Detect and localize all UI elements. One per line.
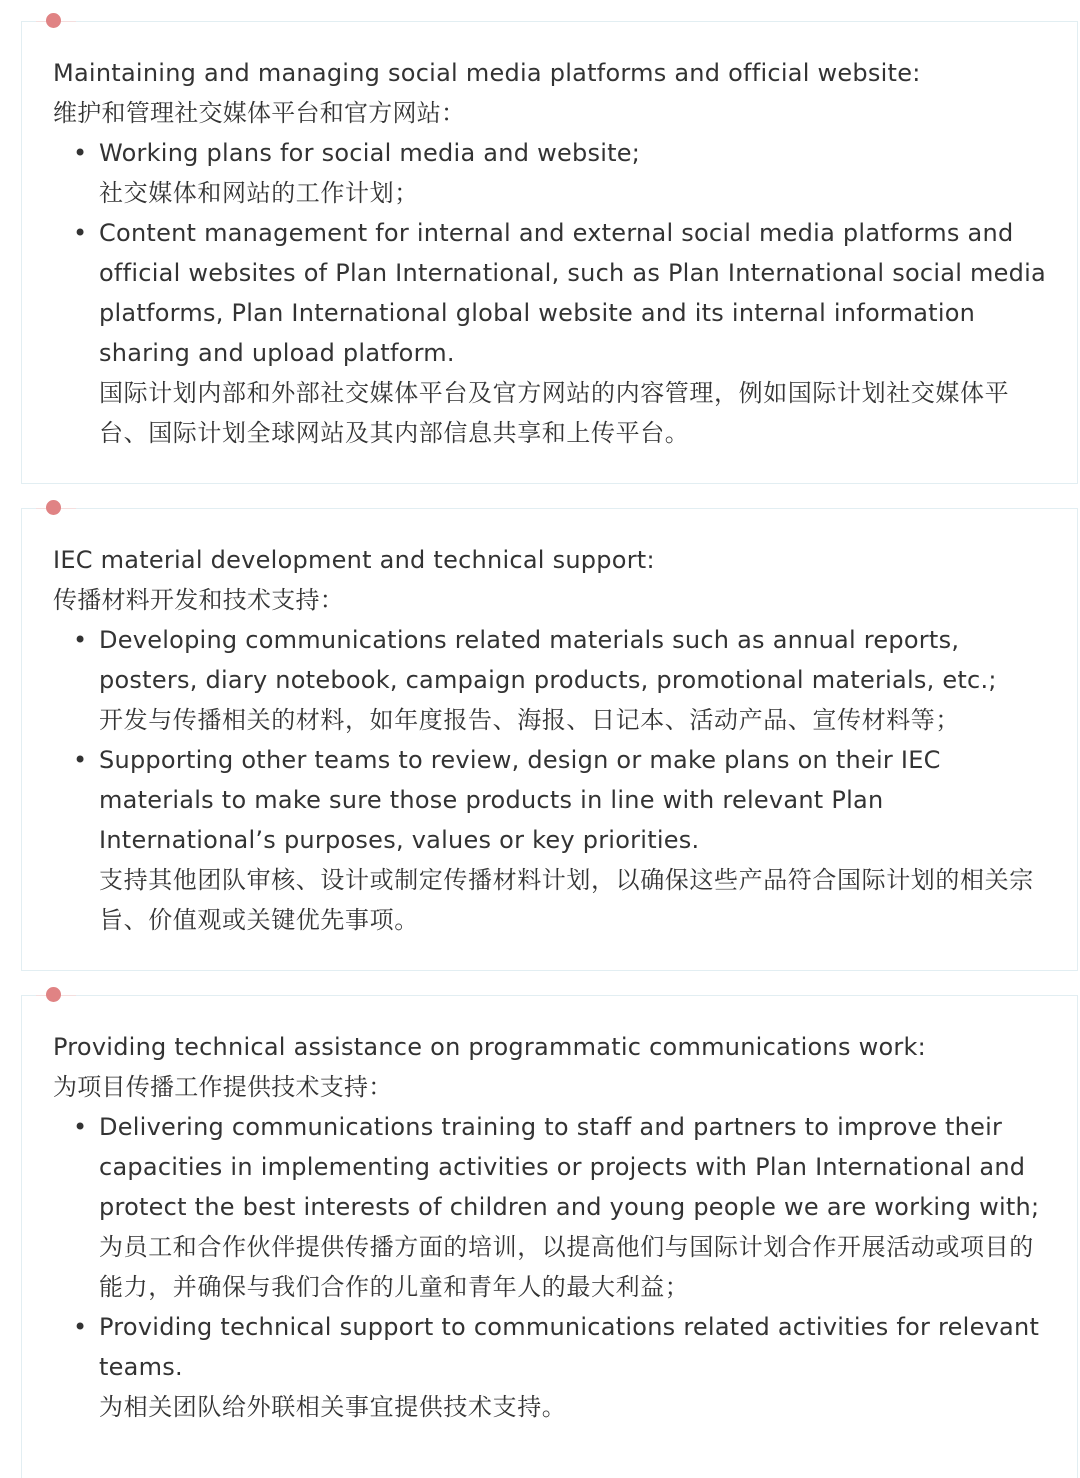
item-text-cn: 国际计划内部和外部社交媒体平台及官方网站的内容管理，例如国际计划社交媒体平台、国际计划全球网站及其内部信息共享和上传平台。 — [99, 379, 1010, 447]
section-card-technical-assistance — [21, 995, 1078, 1478]
item-text-en: Content management for internal and external social media platforms and official websites of Plan International, such as Plan International social media platforms, Plan International global website and its internal information sharing and upload platform. — [99, 219, 1046, 367]
list-item — [53, 1307, 1057, 1427]
bullet-dot-icon: • — [73, 219, 88, 247]
bullet-dot-icon: • — [73, 626, 88, 654]
bullet-dot-icon: • — [73, 1113, 88, 1141]
section-heading: Maintaining and managing social media platforms and official website: — [53, 59, 921, 87]
section-marker-dot — [46, 13, 61, 28]
section-heading: Providing technical assistance on programmatic communications work: — [53, 1033, 926, 1061]
section-content — [53, 540, 1057, 940]
section-heading-cn: 传播材料开发和技术支持： — [53, 586, 344, 614]
item-text-en: Providing technical support to communications related activities for relevant teams. — [99, 1313, 1040, 1381]
section-content — [53, 1027, 1057, 1427]
item-text-cn: 社交媒体和网站的工作计划； — [99, 179, 419, 207]
bullet-dot-icon: • — [73, 1313, 88, 1341]
item-text-cn: 开发与传播相关的材料，如年度报告、海报、日记本、活动产品、宣传材料等； — [99, 706, 960, 734]
item-text-en: Supporting other teams to review, design or make plans on their IEC materials to make sure those products in line with relevant Plan International’s purposes, values or key priorities. — [99, 746, 941, 854]
section-heading-cn: 为项目传播工作提供技术支持： — [53, 1073, 393, 1101]
item-text-cn: 为员工和合作伙伴提供传播方面的培训，以提高他们与国际计划合作开展活动或项目的能力，并确保与我们合作的儿童和青年人的最大利益； — [99, 1233, 1034, 1301]
section-heading-cn: 维护和管理社交媒体平台和官方网站： — [53, 99, 466, 127]
list-item — [53, 620, 1057, 740]
bullet-dot-icon: • — [73, 139, 88, 167]
bullet-list — [53, 1107, 1057, 1427]
section-marker-dot — [46, 500, 61, 515]
list-item — [53, 133, 1057, 213]
item-text-cn: 为相关团队给外联相关事宜提供技术支持。 — [99, 1393, 567, 1421]
item-text-en: Working plans for social media and website; — [99, 139, 641, 167]
section-content — [53, 53, 1057, 453]
item-text-en: Developing communications related materials such as annual reports, posters, diary notebook, campaign products, promotional materials, etc.; — [99, 626, 997, 694]
section-card-social-media — [21, 21, 1078, 484]
bullet-list — [53, 620, 1057, 940]
bullet-list — [53, 133, 1057, 453]
item-text-en: Delivering communications training to staff and partners to improve their capacities in implementing activities or projects with Plan International and protect the best interests of children and young people we are working with; — [99, 1113, 1040, 1221]
section-heading: IEC material development and technical support: — [53, 546, 655, 574]
section-card-iec-material — [21, 508, 1078, 971]
list-item — [53, 740, 1057, 940]
item-text-cn: 支持其他团队审核、设计或制定传播材料计划，以确保这些产品符合国际计划的相关宗旨、价值观或关键优先事项。 — [99, 866, 1034, 934]
section-marker-dot — [46, 987, 61, 1002]
list-item — [53, 1107, 1057, 1307]
bullet-dot-icon: • — [73, 746, 88, 774]
list-item — [53, 213, 1057, 453]
